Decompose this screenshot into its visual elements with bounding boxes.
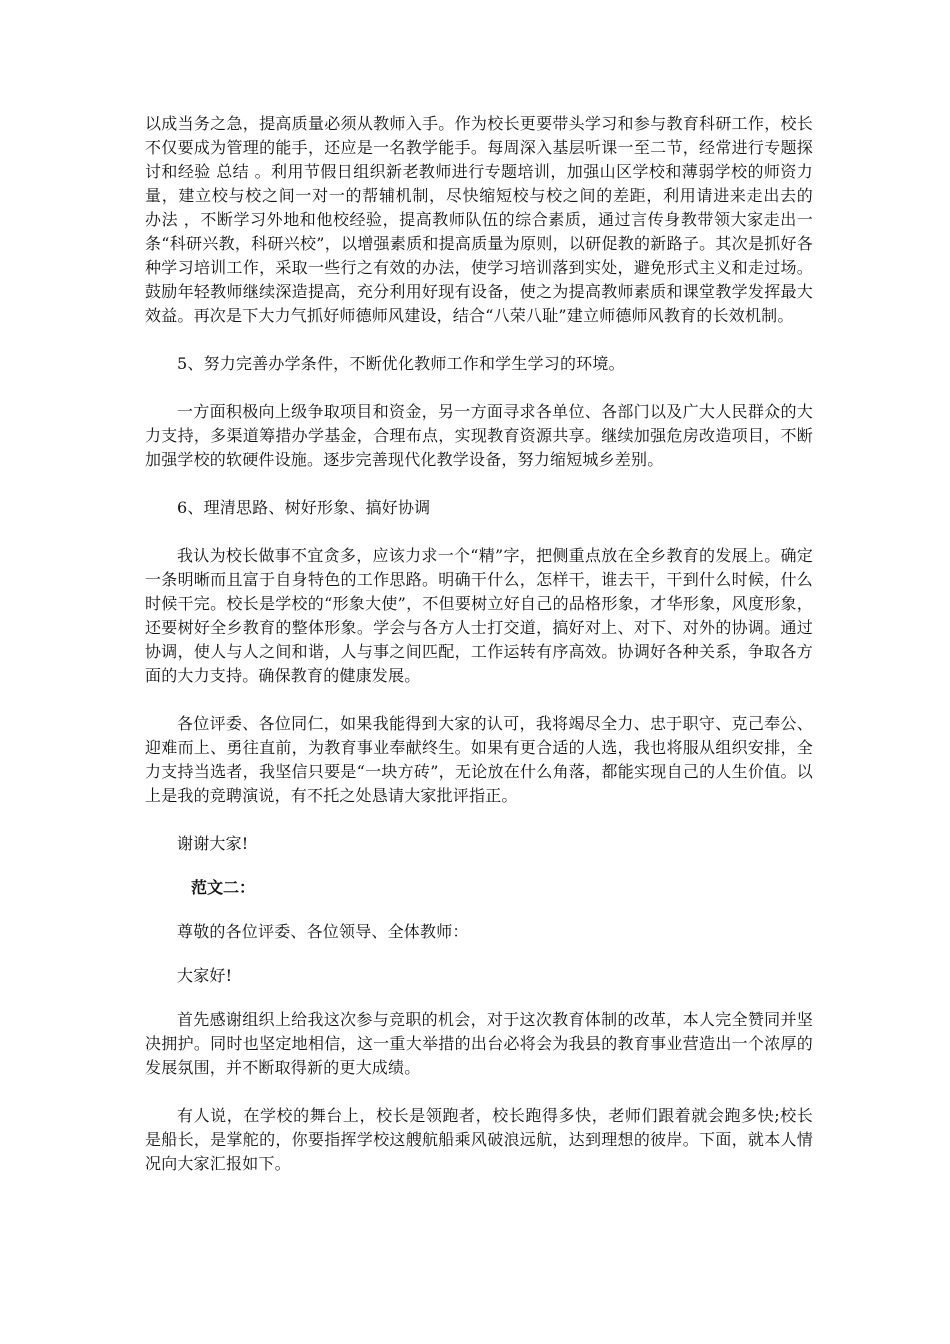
- paragraph-thanks: 谢谢大家!: [177, 834, 249, 853]
- paragraph-quality-teachers: 以成当务之急，提高质量必须从教师入手。作为校长更要带头学习和参与教育科研工作，校长不仅要成为管理的能手，还应是一名教学能手。每周深入基层听课一至二节，经常进行专题探讨和经验 总结 。利用节假日组织新老教师进行专题培训，加强山区学校和薄弱学校的师资力量，建立校与校之间一对一的帮辅机制，尽快缩短校与校之间的差距，利用请进来走出去的 办法 ，不断学习外地和他校经验，提高教师队伍的综合素质，通过言传身教带领大家走出一条“科研兴教，科研兴校”，以增强素质和提高质量为原则，以研促教的新路子。其次是抓好各种学习培训工作，采取一些行之有效的办法，使学习培训落到实处，避免形式主义和走过场。鼓励年轻教师继续深造提高，充分利用好现有设备，使之为提高教师素质和课堂教学发挥最大效益。再次是下大力气抓好师德师风建设，结合“八荣八耻”建立师德师风教育的长效机制。: [145, 114, 813, 325]
- section-heading-sample-two: 范文二：: [191, 878, 256, 897]
- paragraph-closing-pledge: 各位评委、各位同仁，如果我能得到大家的认可，我将竭尽全力、忠于职守、克己奉公、迎难而上、勇往直前，为教育事业奉献终生。如果有更合适的人选，我也将服从组织安排，全力支持当选者，我坚信只要是“一块方砖”，无论放在什么角落，都能实现自己的人生价值。以上是我的竞聘演说，有不托之处恳请大家批评指正。: [145, 714, 813, 805]
- paragraph-principal-focus: 我认为校长做事不宜贪多，应该力求一个“精”字，把侧重点放在全乡教育的发展上。确定一条明晰而且富于自身特色的工作思路。明确干什么，怎样干，谁去干，干到什么时候，什么时候干完。校长是学校的“形象大使”，不但要树立好自己的品格形象，才华形象，风度形象，还要树好全乡教育的整体形象。学会与各方人士打交道，搞好对上、对下、对外的协调。通过协调，使人与人之间和谐，人与事之间匹配，工作运转有序高效。协调好各种关系，争取各方面的大力支持。确保教育的健康发展。: [145, 546, 813, 685]
- paragraph-greeting: 大家好!: [177, 966, 233, 985]
- paragraph-section-6-title: 6、理清思路、树好形象、搞好协调: [177, 498, 431, 517]
- paragraph-section-5-title: 5、努力完善办学条件，不断优化教师工作和学生学习的环境。: [177, 354, 625, 373]
- paragraph-principal-metaphor: 有人说，在学校的舞台上，校长是领跑者，校长跑得多快，老师们跟着就会跑多快;校长是船长，是掌舵的，你要指挥学校这艘航船乘风破浪远航，达到理想的彼岸。下面，就本人情况向大家汇报如下。: [145, 1106, 813, 1173]
- paragraph-salutation: 尊敬的各位评委、各位领导、全体教师：: [177, 922, 469, 941]
- paragraph-gratitude: 首先感谢组织上给我这次参与竞职的机会，对于这次教育体制的改革，本人完全赞同并坚决拥护。同时也坚定地相信，这一重大举措的出台必将会为我县的教育事业营造出一个浓厚的发展氛围，并不断取得新的更大成绩。: [145, 1010, 813, 1077]
- document-page: [145, 112, 813, 1176]
- paragraph-funding: 一方面积极向上级争取项目和资金，另一方面寻求各单位、各部门以及广大人民群众的大力支持，多渠道筹措办学基金，合理布点，实现教育资源共享。继续加强危房改造项目，不断加强学校的软硬件设施。逐步完善现代化教学设备，努力缩短城乡差别。: [145, 402, 813, 469]
